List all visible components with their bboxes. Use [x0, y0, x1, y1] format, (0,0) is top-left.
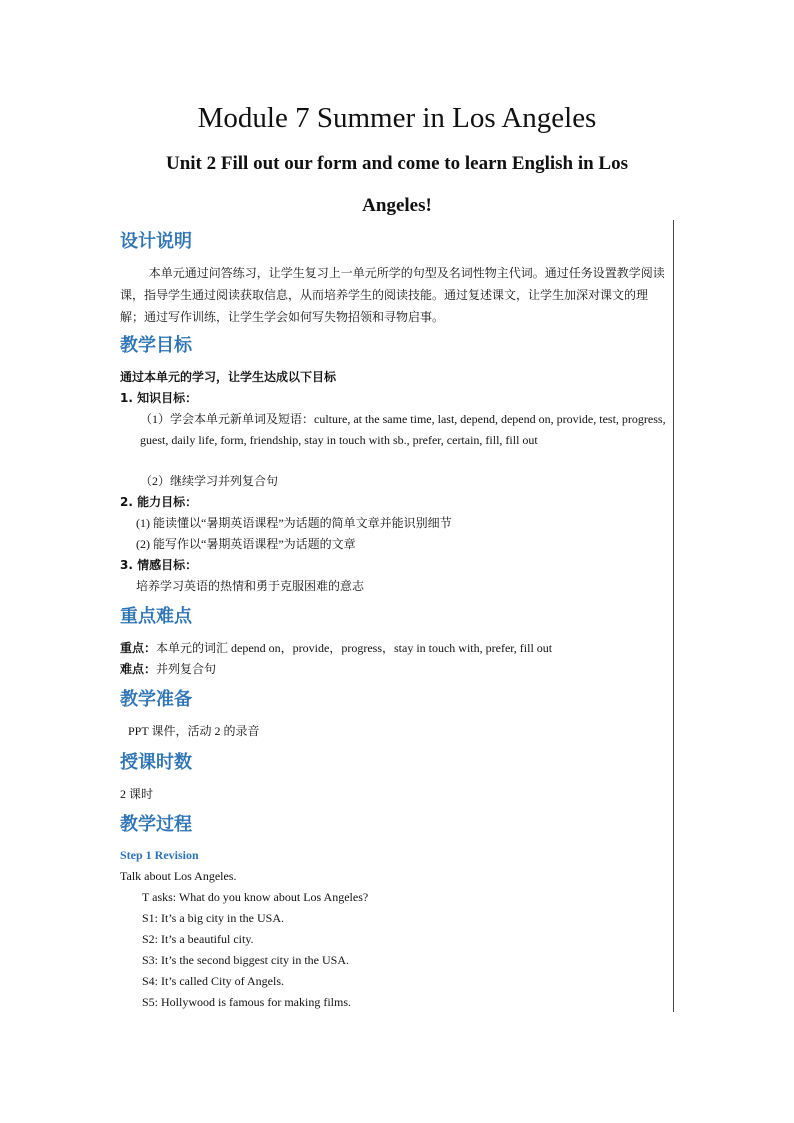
hours-text: 2 课时	[120, 787, 154, 801]
student-answer: S4: It’s called City of Angels.	[142, 974, 284, 988]
student-answer: S2: It’s a beautiful city.	[142, 932, 254, 946]
knowledge-goal-2: （2）继续学习并列复合句	[140, 474, 279, 488]
talk-text: Talk about Los Angeles.	[120, 869, 237, 883]
difficulty-label: 难点：	[120, 662, 157, 676]
module-title: Module 7 Summer in Los Angeles	[197, 102, 597, 134]
difficulty-text: 并列复合句	[156, 662, 217, 676]
goals-intro: 通过本单元的学习，让学生达成以下目标	[120, 370, 337, 384]
difficulty-line	[120, 659, 216, 679]
ability-goal-title: 2. 能力目标：	[120, 495, 198, 509]
focus-label: 重点：	[120, 641, 157, 655]
hours-heading: 授课时数	[120, 752, 192, 773]
focus-text: 本单元的词汇 depend on，provide，progress，stay in touch with, prefer, fill out	[156, 641, 553, 655]
student-answer: S5: Hollywood is famous for making films.	[142, 995, 351, 1009]
preparation-heading: 教学准备	[120, 689, 192, 710]
table-border-line	[673, 220, 674, 1012]
knowledge-goal-title: 1. 知识目标：	[120, 391, 198, 405]
unit-title: Unit 2 Fill out our form and come to learn English in Los Angeles!	[165, 153, 628, 216]
emotion-goal-1: 培养学习英语的热情和勇于克服困难的意志	[136, 579, 365, 593]
ability-goal-1: (1) 能读懂以“暑期英语课程”为话题的简单文章并能识别细节	[136, 516, 452, 530]
emotion-goal-title: 3. 情感目标：	[120, 558, 198, 572]
goals-heading: 教学目标	[120, 335, 192, 356]
key-points-heading: 重点难点	[120, 606, 192, 627]
process-heading: 教学过程	[120, 814, 192, 835]
student-answer: S3: It’s the second biggest city in the USA.	[142, 953, 349, 967]
design-heading: 设计说明	[120, 231, 192, 252]
ability-goal-2: (2) 能写作以“暑期英语课程”为话题的文章	[136, 537, 356, 551]
knowledge-goal-1: （1）学会本单元新单词及短语：culture, at the same time, last, depend, depend on, provide, test, progress, guest, daily life, form, friendship, stay in touch with sb., prefer, certain, fill, fill out	[140, 412, 666, 447]
preparation-text: PPT 课件，活动 2 的录音	[128, 724, 260, 738]
student-answer: S1: It’s a big city in the USA.	[142, 911, 284, 925]
design-paragraph: 本单元通过问答练习，让学生复习上一单元所学的句型及名词性物主代词。通过任务设置教学阅读课，指导学生通过阅读获取信息，从而培养学生的阅读技能。通过复述课文，让学生加深对课文的理解；通过写作训练，让学生学会如何写失物招领和寻物启事。	[120, 266, 665, 324]
teacher-question: T asks: What do you know about Los Angeles?	[142, 890, 369, 904]
step-1-title: Step 1 Revision	[120, 848, 199, 862]
focus-line	[120, 638, 552, 658]
